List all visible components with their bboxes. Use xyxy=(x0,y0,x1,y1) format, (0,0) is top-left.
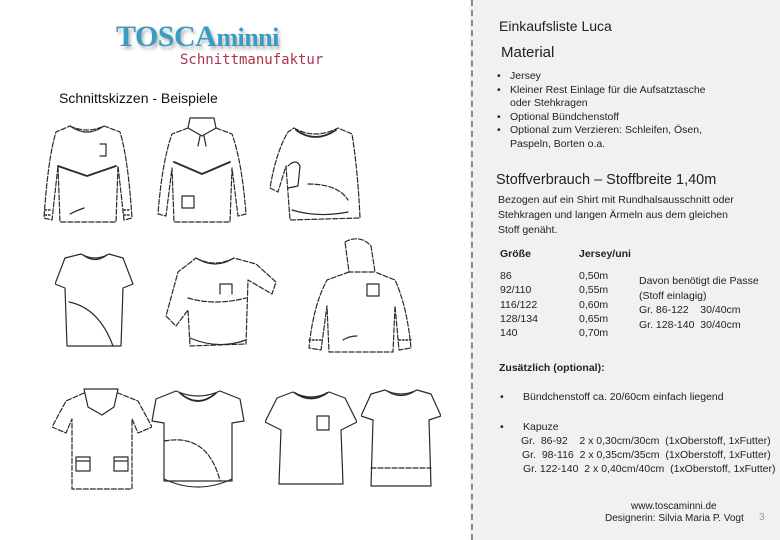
website-link[interactable]: www.toscaminni.de xyxy=(631,501,717,512)
logo-tagline: Schnittmanufaktur xyxy=(180,52,324,68)
sketch-longsleeve-yoke-pocket xyxy=(40,118,135,230)
size-cell: 86 xyxy=(500,270,512,282)
sketch-tshirt-round-curve-panel xyxy=(150,385,246,495)
additional-item-hood: Kapuze xyxy=(523,421,559,433)
dashed-divider xyxy=(471,0,473,540)
sketch-tshirt-breast-pocket xyxy=(265,388,357,488)
sketch-tshirt-long-band xyxy=(361,386,441,490)
brand-logo xyxy=(112,18,322,78)
size-cell: 128/134 xyxy=(500,312,538,325)
additional-item-cuff: Bündchenstoff ca. 20/60cm einfach liegend xyxy=(523,391,724,403)
sketch-tshirt-hood-side-pockets xyxy=(52,385,152,493)
yoke-note-line: Gr. 128-140 30/40cm xyxy=(639,318,741,331)
size-table xyxy=(500,248,631,340)
yoke-note-line: Davon benötigt die Passe xyxy=(639,275,759,287)
additional-heading: Zusätzlich (optional): xyxy=(499,362,605,374)
table-row xyxy=(500,326,631,340)
size-table-header xyxy=(500,248,631,262)
sketch-longsleeve-round-curve xyxy=(268,122,363,232)
amount-cell: 0,70m xyxy=(579,327,609,340)
bullet-icon: • xyxy=(500,391,504,403)
hood-size-row: Gr. 98-116 2 x 0,35cm/35cm (1xOberstoff, 1xFutter) xyxy=(522,449,771,461)
hood-size-row: Gr. 122-140 2 x 0,40cm/40cm (1xOberstoff, 1xFutter) xyxy=(523,463,776,475)
shopping-list-title: Einkaufsliste Luca xyxy=(499,18,612,34)
sketch-longsleeve-yoke-breast-pocket xyxy=(160,254,280,352)
fabric-usage-description: Bezogen auf ein Shirt mit Rundhalsausschnitt oder Stehkragen und langen Ärmeln aus dem gleichen Stoff genäht. xyxy=(498,194,734,236)
material-item: • Optional Bündchenstoff xyxy=(497,111,777,125)
fabric-usage-heading: Stoffverbrauch – Stoffbreite 1,40m xyxy=(496,172,717,188)
amount-cell: 0,60m xyxy=(579,298,609,311)
material-heading: Material xyxy=(501,44,555,61)
logo-brand-part1: TOSCA xyxy=(116,20,217,53)
table-row xyxy=(500,269,631,283)
amount-cell: 0,55m xyxy=(579,284,609,297)
table-row xyxy=(500,283,631,297)
sketch-longsleeve-collar-yoke-pocket xyxy=(152,112,252,230)
material-item: • Optional zum Verzieren: Schleifen, Ösen, Paspeln, Borten o.a. xyxy=(497,124,717,151)
hood-size-row: Gr. 86-92 2 x 0,30cm/30cm (1xOberstoff, 1xFutter) xyxy=(521,435,771,447)
bullet-icon: • xyxy=(500,421,504,433)
header-size: Größe xyxy=(500,248,531,260)
designer-credit: Designerin: Silvia Maria P. Vogt xyxy=(605,513,744,524)
table-row xyxy=(500,312,631,326)
material-item: • Jersey xyxy=(497,70,777,84)
sketch-section-title: Schnittskizzen - Beispiele xyxy=(59,90,218,106)
sketch-tshirt-curve-panel xyxy=(55,250,135,350)
sketch-hoodie-breast-pocket xyxy=(305,236,415,358)
yoke-note-line: Gr. 86-122 30/40cm xyxy=(639,304,741,316)
size-cell: 140 xyxy=(500,327,518,340)
size-cell: 92/110 xyxy=(500,284,532,297)
logo-brand-part2: minni xyxy=(216,23,279,52)
header-jersey: Jersey/uni xyxy=(579,248,631,260)
material-item: • Kleiner Rest Einlage für die Aufsatztasche oder Stehkragen xyxy=(497,84,727,111)
size-cell: 116/122 xyxy=(500,298,538,311)
amount-cell: 0,65m xyxy=(579,312,609,325)
amount-cell: 0,50m xyxy=(579,270,609,282)
yoke-note xyxy=(639,274,759,332)
logo-wordmark xyxy=(116,20,279,54)
material-list xyxy=(497,70,777,152)
table-row xyxy=(500,298,631,312)
page-number: 3 xyxy=(759,512,765,523)
yoke-note-line: (Stoff einlagig) xyxy=(639,289,707,302)
